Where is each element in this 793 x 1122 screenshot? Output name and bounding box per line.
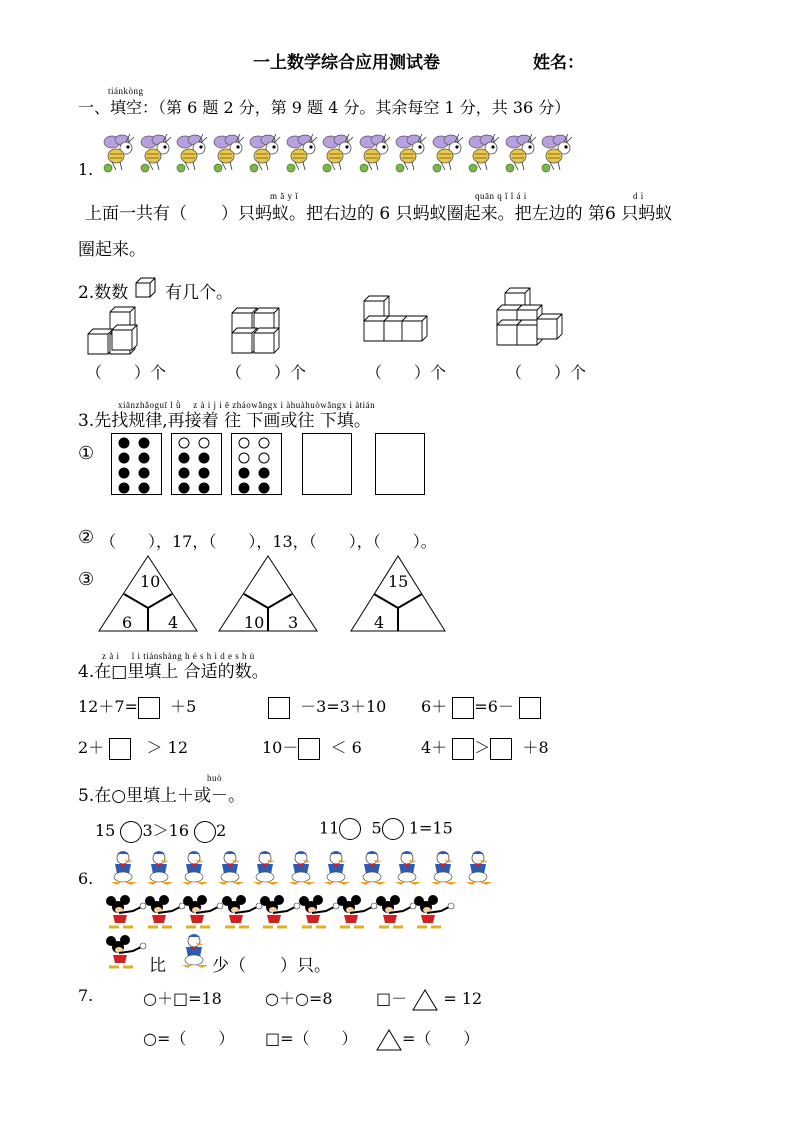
q7-ans3 — [376, 1026, 479, 1051]
duck-figure — [458, 850, 496, 886]
q4-r2-a — [78, 735, 188, 760]
mouse-figure — [373, 895, 417, 929]
q4-r1-c-pre: 6＋ — [421, 697, 448, 716]
q5-b-post: 1=15 — [408, 818, 453, 838]
mouse-figure — [411, 895, 455, 929]
q5-a-post: 2 — [216, 821, 227, 840]
tri2-right: 3 — [288, 613, 299, 632]
q4-r2-c-pre: 4＋ — [421, 738, 448, 757]
answer-box[interactable] — [268, 697, 290, 719]
tri1-right: 4 — [168, 613, 179, 632]
duck-figure — [423, 850, 461, 886]
triangle-symbol-icon — [376, 1029, 402, 1051]
mouse-figure — [103, 895, 147, 929]
q2-answer-4: （ ）个 — [506, 363, 587, 382]
q2-answer-3: （ ）个 — [366, 363, 447, 382]
q4-r2-c-mid: ＞ — [474, 738, 491, 757]
operator-circle[interactable] — [382, 818, 404, 840]
q4-r1-a-pre: 12＋7= — [78, 697, 138, 716]
q7-number: 7. — [78, 986, 94, 1005]
q4-r1-a — [78, 694, 196, 719]
q7-ans2: □=（ ） — [265, 1029, 358, 1048]
q4-r2-b — [262, 735, 362, 760]
answer-box[interactable] — [452, 738, 474, 760]
q5-prompt: 5.在○里填上＋或－。 — [78, 786, 246, 806]
q7-ans3-text: =（ ） — [402, 1029, 480, 1048]
operator-circle[interactable] — [120, 821, 142, 843]
answer-box[interactable] — [298, 738, 320, 760]
tri3-top: 15 — [388, 572, 409, 591]
q4-r1-a-post: ＋5 — [170, 697, 197, 716]
duck-figure — [103, 850, 141, 886]
q3-sub2-sequence: （ ），17，（ ），13，（ ），（ ）。 — [100, 532, 437, 551]
q7-eq3 — [376, 986, 482, 1011]
q5-eq-a — [95, 818, 226, 843]
mouse-figure — [180, 895, 224, 929]
pinyin-mayi: m ǎ y ǐ — [270, 191, 299, 201]
triangle-2 — [219, 556, 317, 631]
q1-line1: 上面一共有（ ）只蚂蚁。把右边的 6 只蚂蚁圈起来。把左边的 第6 只蚂蚁 — [85, 204, 673, 224]
q7-eq3-pre: □－ — [376, 989, 408, 1008]
q1-number: 1. — [78, 160, 94, 179]
operator-circle[interactable] — [194, 821, 216, 843]
q7-eq1: ○＋□=18 — [143, 989, 222, 1008]
q4-r2-a-pre: 2＋ — [78, 738, 105, 757]
duck-figure — [245, 850, 283, 886]
q3-sub2-label: ② — [78, 527, 95, 548]
tri1-top: 10 — [140, 572, 161, 591]
q4-pinyin: z à i l i tiánshàng h é s h ì d e s h ù — [102, 651, 255, 661]
q2-prompt-a: 2.数数 — [78, 283, 129, 303]
q5-b-pre: 11 — [319, 818, 340, 838]
name-label: 姓名： — [533, 53, 584, 73]
q2-prompt-b: 有几个。 — [165, 283, 233, 303]
duck-figure — [387, 850, 425, 886]
q4-r2-b-pre: 10－ — [262, 738, 299, 757]
q4-r1-c-mid: =6－ — [474, 697, 514, 716]
pinyin-quanqilai: quān q ǐ l á i — [475, 191, 527, 201]
duck-figure — [352, 850, 390, 886]
answer-box[interactable] — [490, 738, 512, 760]
answer-box[interactable] — [519, 697, 541, 719]
pinyin-huo: huò — [207, 773, 222, 783]
q3-pinyin: xiānzhǎoguī l ǜ z à i j i ē zháowǎngx i àhuàhuòwǎngx i àtián — [118, 400, 376, 410]
tri2-left: 10 — [244, 613, 265, 632]
duck-figure — [281, 850, 319, 886]
mouse-figure — [257, 895, 301, 929]
mouse-row — [103, 895, 453, 929]
q4-r2-a-post: ＞ 12 — [146, 738, 188, 757]
tri1-left: 6 — [122, 613, 133, 632]
q7-eq2: ○＋○=8 — [265, 989, 333, 1008]
q4-r1-b — [268, 694, 386, 719]
duck-figure — [174, 933, 212, 969]
operator-circle[interactable] — [339, 818, 361, 840]
q3-prompt: 3.先找规律,再接着 往 下画或往 下填。 — [78, 411, 371, 431]
duck-figure — [139, 850, 177, 886]
q4-r1-b-post: －3=3＋10 — [300, 697, 387, 716]
q5-eq-b — [319, 818, 453, 840]
q6-compare-b: 少（ ）只。 — [212, 956, 331, 976]
answer-box[interactable] — [452, 697, 474, 719]
mouse-figure — [219, 895, 263, 929]
q7-ans1: ○=（ ） — [143, 1029, 235, 1048]
q4-prompt: 4.在□里填上 合适的数。 — [78, 662, 269, 682]
duck-figure — [210, 850, 248, 886]
q4-r2-c-post: ＋8 — [522, 738, 549, 757]
triangle-1 — [99, 556, 197, 631]
duck-figure — [174, 850, 212, 886]
pinyin-tiankong: tiánkòng — [108, 86, 144, 96]
mouse-figure — [103, 935, 147, 969]
q5-b-mid: 5 — [371, 818, 382, 838]
mouse-figure — [142, 895, 186, 929]
triangle-symbol-icon — [412, 989, 438, 1011]
pinyin-di: d ì — [633, 191, 644, 201]
q6-compare-a: 比 — [149, 956, 166, 976]
answer-box[interactable] — [138, 697, 160, 719]
q4-r2-b-post: ＜ 6 — [330, 738, 362, 757]
q2-answer-2: （ ）个 — [226, 363, 307, 382]
q3-sub1-label: ① — [78, 443, 95, 464]
answer-box[interactable] — [109, 738, 131, 760]
q6-number: 6. — [78, 869, 94, 888]
q4-r2-c — [421, 735, 549, 760]
duck-figure — [316, 850, 354, 886]
q5-a-mid: 3＞16 — [142, 821, 189, 840]
triangle-3 — [351, 556, 445, 631]
q3-sub3-label: ③ — [78, 569, 95, 590]
tri3-left: 4 — [374, 613, 385, 632]
mouse-figure — [296, 895, 340, 929]
q1-line2: 圈起来。 — [78, 240, 146, 260]
q2-answer-1: （ ）个 — [86, 363, 167, 382]
page-title: 一上数学综合应用测试卷 — [253, 53, 440, 73]
q5-a-pre: 15 — [95, 821, 116, 840]
section-heading: 一、填空：（第 6 题 2 分，第 9 题 4 分。其余每空 1 分，共 36 分） — [78, 98, 571, 117]
q4-r1-c — [421, 694, 541, 719]
duck-row — [103, 850, 503, 886]
q7-eq3-post: = 12 — [443, 989, 483, 1008]
mouse-figure — [334, 895, 378, 929]
